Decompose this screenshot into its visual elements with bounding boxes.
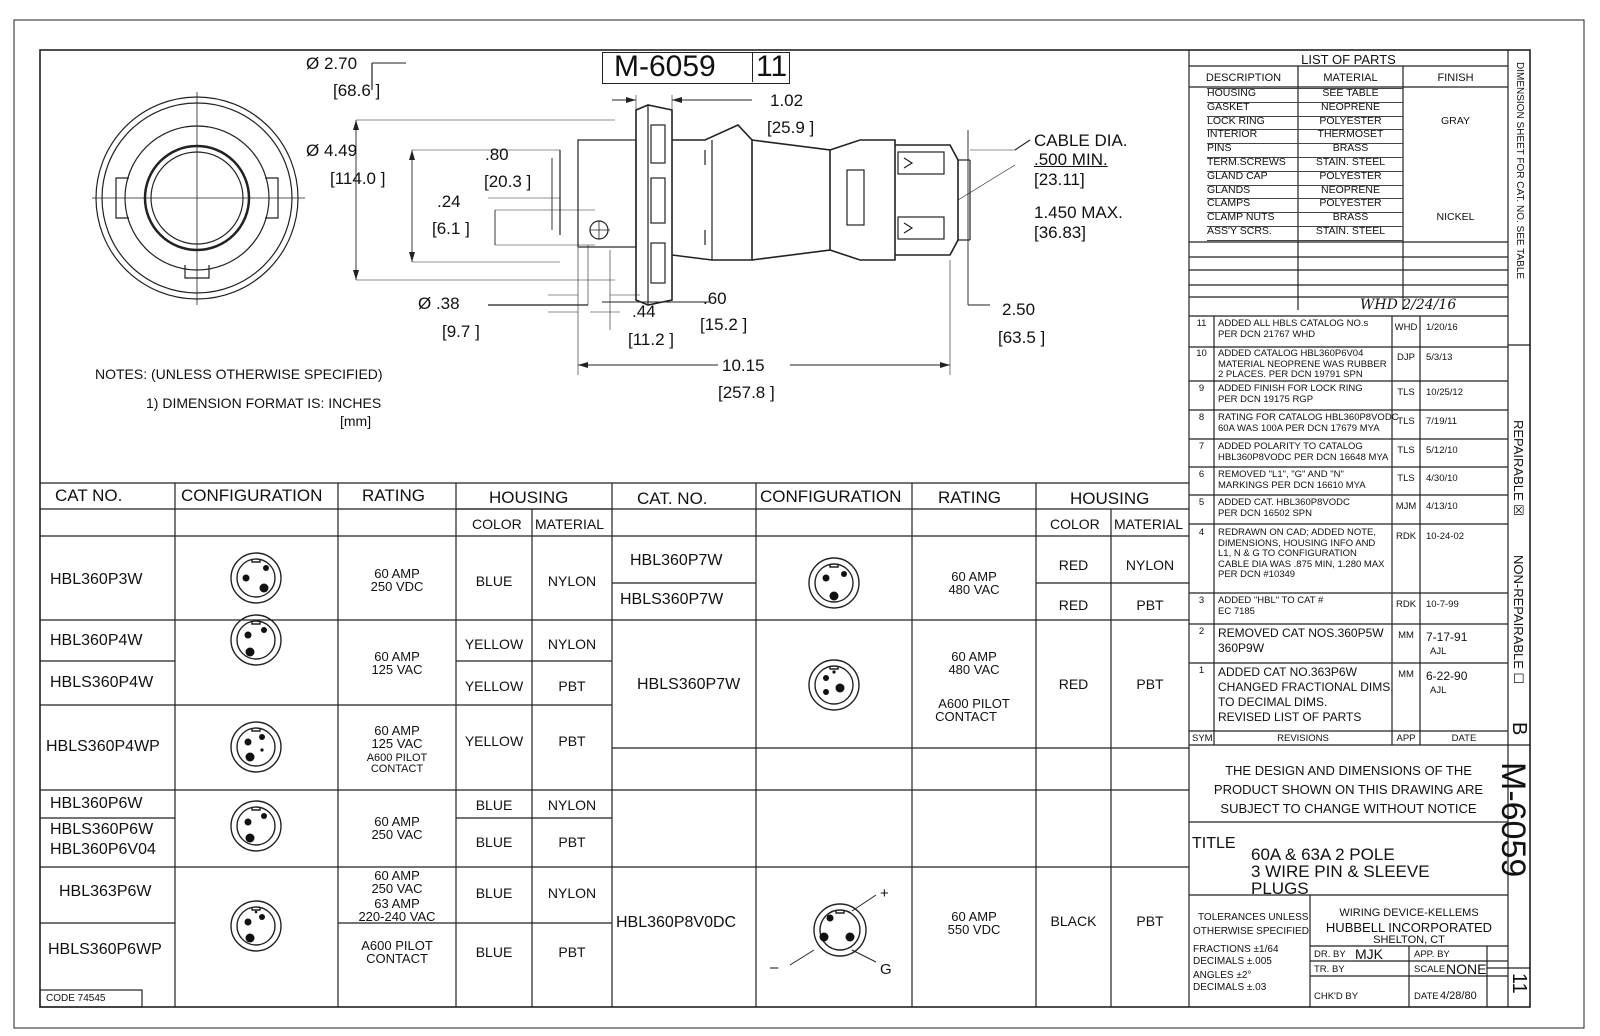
rt-header-config: CONFIGURATION xyxy=(760,487,902,506)
tolerance-3: FRACTIONS ±1/64 xyxy=(1193,944,1279,955)
parts-row-rule xyxy=(1207,171,1403,172)
lt-cat-p6w: HBL360P6W xyxy=(50,795,143,812)
lt-header-material: MATERIAL xyxy=(535,516,604,532)
traced-by-label: TR. BY xyxy=(1314,964,1345,975)
rt-rating-ps7w-4: CONTACT xyxy=(935,709,997,724)
revision-date-initials: AJL xyxy=(1430,646,1447,657)
rt-header-color: COLOR xyxy=(1050,516,1100,532)
parts-row-rule xyxy=(1207,102,1403,103)
rt-color-p8: BLACK xyxy=(1050,913,1097,929)
lt-color-p4w: YELLOW xyxy=(464,636,524,652)
rev-footer-date: DATE xyxy=(1451,733,1477,744)
drawing-rev: 11 xyxy=(756,50,788,83)
rt-header-cat: CAT. NO. xyxy=(637,489,708,508)
dim-24-mm: [6.1 ] xyxy=(432,219,470,238)
revision-text: PER DCN 21767 WHD xyxy=(1218,328,1316,340)
company-line-2: HUBBELL INCORPORATED xyxy=(1325,920,1493,935)
dim-60: .60 xyxy=(703,289,727,308)
lt-header-cat: CAT NO. xyxy=(55,486,123,505)
revision-text: HBL360P8VODC PER DCN 16648 MYA xyxy=(1218,451,1389,463)
lt-rating-ps4wp-4: CONTACT xyxy=(370,763,424,775)
revision-text: PER DCN 19175 RGP xyxy=(1218,393,1314,405)
parts-row-rule xyxy=(1207,143,1403,144)
dim-270: Ø 2.70 xyxy=(306,54,358,73)
revision-text: ADDED CATALOG HBL360P6V04 xyxy=(1218,348,1364,359)
drawn-by-value: MJK xyxy=(1355,946,1383,962)
lt-rating-p6-2: 250 VAC xyxy=(371,827,423,842)
revision-text: CHANGED FRACTIONAL DIMS. xyxy=(1218,680,1394,694)
parts-row-rule xyxy=(1207,88,1403,89)
title-line-3: PLUGS xyxy=(1251,879,1309,898)
dim-38: Ø .38 xyxy=(418,294,460,313)
parts-material: STAIN. STEEL xyxy=(1315,156,1386,168)
revision-date: 4/30/10 xyxy=(1426,473,1458,484)
dim-44-mm: [11.2 ] xyxy=(628,330,674,349)
lt-mat-ps6wp: PBT xyxy=(558,944,586,960)
revision-symbol: 1 xyxy=(1198,665,1205,676)
dim-60-mm: [15.2 ] xyxy=(700,315,748,334)
rt-header-material: MATERIAL xyxy=(1114,516,1183,532)
parts-row-rule xyxy=(1207,198,1403,199)
dim-80: .80 xyxy=(485,145,509,164)
revision-date: 6-22-90 xyxy=(1426,669,1468,683)
drawing-number: M-6059 xyxy=(614,50,716,83)
revision-date: 5/3/13 xyxy=(1426,352,1453,363)
lt-color-ps4w: YELLOW xyxy=(464,678,524,694)
lt-rating-p3w-2: 250 VDC xyxy=(370,579,424,594)
rt-color-ps7w-pilot: RED xyxy=(1058,676,1089,692)
lt-header-color: COLOR xyxy=(472,516,522,532)
tolerance-4: DECIMALS ±.005 xyxy=(1193,956,1272,967)
parts-material: POLYESTER xyxy=(1319,114,1382,127)
tolerance-2: OTHERWISE SPECIFIED xyxy=(1193,926,1309,937)
revision-symbol: 7 xyxy=(1198,441,1205,452)
parts-row-rule xyxy=(1207,240,1403,241)
parts-material: BRASS xyxy=(1332,142,1369,155)
revision-date: 7-17-91 xyxy=(1426,630,1468,644)
rev-footer-app: APP xyxy=(1396,733,1416,744)
revision-symbol: 3 xyxy=(1198,595,1205,606)
notice-line-2: PRODUCT SHOWN ON THIS DRAWING ARE xyxy=(1213,782,1484,797)
lt-rating-363-2: 250 VAC xyxy=(371,881,423,896)
lt-rating-363-4: 220-240 VAC xyxy=(358,909,436,924)
dim-102: 1.02 xyxy=(770,91,804,110)
rt-rating-ps7w-1: 60 AMP xyxy=(951,649,997,664)
parts-desc: ASS'Y SCRS. xyxy=(1207,225,1272,237)
side-dimension-sheet: DIMENSION SHEET FOR CAT. NO. SEE TABLE xyxy=(1514,62,1525,280)
revision-approver: DJP xyxy=(1397,352,1415,363)
parts-desc: PINS xyxy=(1207,142,1232,155)
drawn-by-label: DR. BY xyxy=(1314,949,1346,960)
lt-header-housing: HOUSING xyxy=(489,488,569,507)
lt-color-p3w: BLUE xyxy=(475,573,513,589)
parts-desc: HOUSING xyxy=(1207,87,1257,99)
side-non-repairable: NON-REPAIRABLE ☐ xyxy=(1511,555,1526,685)
parts-row-rule xyxy=(1207,185,1403,186)
notice-line-1: THE DESIGN AND DIMENSIONS OF THE xyxy=(1225,763,1472,778)
rt-color-ps7w: RED xyxy=(1058,597,1089,613)
revision-text: PER DCN #10349 xyxy=(1218,569,1296,580)
rt-rating-p8-2: 550 VDC xyxy=(947,922,1001,937)
revision-text: ADDED CAT NO.363P6W xyxy=(1218,665,1357,679)
revision-date: 7/19/11 xyxy=(1426,416,1457,427)
revision-symbol: 8 xyxy=(1198,412,1205,423)
dim-38-mm: [9.7 ] xyxy=(442,322,480,341)
code-label: CODE 74545 xyxy=(46,993,106,1004)
lt-header-config: CONFIGURATION xyxy=(181,486,323,505)
lt-mat-p4w: NYLON xyxy=(547,636,597,652)
lt-cat-p3w: HBL360P3W xyxy=(50,571,143,588)
parts-desc: CLAMPS xyxy=(1207,197,1251,210)
parts-row-rule xyxy=(1207,129,1403,130)
parts-desc: LOCK RING xyxy=(1207,114,1265,127)
polarity-minus-label: – xyxy=(770,959,779,976)
revision-text: DIMENSIONS, HOUSING INFO AND xyxy=(1218,537,1376,549)
revision-text: PER DCN 16502 SPN xyxy=(1218,507,1312,519)
rt-rating-ps7w-2: 480 VAC xyxy=(948,662,1000,677)
cable-max-mm: [36.83] xyxy=(1034,223,1086,242)
parts-header-desc: DESCRIPTION xyxy=(1205,72,1282,84)
revision-text: MATERIAL NEOPRENE WAS RUBBER xyxy=(1218,358,1387,370)
dim-250-mm: [63.5 ] xyxy=(998,328,1046,347)
revision-date: 5/12/10 xyxy=(1426,445,1458,456)
lt-color-ps6w: BLUE xyxy=(475,834,513,850)
revision-symbol: 2 xyxy=(1198,626,1205,637)
revision-text: ADDED ALL HBLS CATALOG NO.s xyxy=(1218,318,1369,329)
side-sheet-number: 11 xyxy=(1508,973,1530,994)
dim-270-mm: [68.6 ] xyxy=(333,81,381,100)
revision-text: TO DECIMAL DIMS. xyxy=(1218,695,1328,709)
lt-mat-ps4w: PBT xyxy=(558,678,586,694)
dim-250: 2.50 xyxy=(1002,300,1036,319)
cable-min-mm: [23.11] xyxy=(1034,170,1085,189)
company-line-1: WIRING DEVICE-KELLEMS xyxy=(1339,907,1479,919)
parts-row-rule xyxy=(1207,212,1403,213)
date-label: DATE xyxy=(1414,991,1439,1002)
dim-24: .24 xyxy=(437,192,461,211)
rev-footer-rev: REVISIONS xyxy=(1277,733,1329,744)
revision-text: EC 7185 xyxy=(1218,605,1255,617)
lt-rating-p4-1: 60 AMP xyxy=(374,649,420,664)
rt-cat-p7w: HBL360P7W xyxy=(630,552,723,569)
parts-material: NEOPRENE xyxy=(1321,183,1380,196)
parts-material: SEE TABLE xyxy=(1322,87,1379,99)
side-rev-letter: B xyxy=(1508,722,1530,736)
drawing-number-divider xyxy=(752,52,753,82)
dim-80-mm: [20.3 ] xyxy=(484,172,532,191)
dim-1015: 10.15 xyxy=(722,356,765,375)
rt-mat-ps7w-pilot: PBT xyxy=(1136,676,1164,692)
lt-cat-363p6w: HBL363P6W xyxy=(59,883,152,900)
revision-symbol: 9 xyxy=(1198,383,1205,394)
revision-approver: TLS xyxy=(1397,387,1415,398)
parts-row-rule xyxy=(1207,226,1403,227)
lt-color-ps4wp: YELLOW xyxy=(464,733,524,749)
revision-approver: WHD xyxy=(1394,322,1418,333)
polarity-plus-label: + xyxy=(880,885,889,902)
dim-102-mm: [25.9 ] xyxy=(767,118,815,137)
parts-material: STAIN. STEEL xyxy=(1315,225,1386,237)
lt-rating-ps4wp-2: 125 VAC xyxy=(371,736,423,751)
scale-label: SCALE xyxy=(1414,964,1446,975)
parts-desc: GLANDS xyxy=(1207,183,1251,196)
polarity-ground-label: G xyxy=(880,961,892,978)
lt-rating-p3w-1: 60 AMP xyxy=(374,566,420,581)
rt-rating-ps7w-3: A600 PILOT xyxy=(938,696,1010,711)
lt-rating-ps4wp-1: 60 AMP xyxy=(374,723,420,738)
tolerance-1: TOLERANCES UNLESS xyxy=(1198,912,1309,923)
dim-44: .44 xyxy=(632,302,656,321)
company-line-3: SHELTON, CT xyxy=(1373,934,1445,946)
revision-symbol: 4 xyxy=(1198,527,1205,538)
rt-rating-p7-2: 480 VAC xyxy=(948,582,1000,597)
revision-text: 360P9W xyxy=(1218,641,1265,655)
lt-color-363: BLUE xyxy=(475,885,513,901)
parts-desc: GASKET xyxy=(1207,100,1250,113)
approved-by-label: APP. BY xyxy=(1414,949,1450,960)
parts-finish: GRAY xyxy=(1441,114,1470,127)
parts-desc: GLAND CAP xyxy=(1207,169,1268,182)
parts-material: THERMOSET xyxy=(1317,128,1384,141)
parts-desc: INTERIOR xyxy=(1207,128,1258,141)
lt-rating-ps6wp-2: CONTACT xyxy=(366,951,428,966)
revision-text: ADDED "HBL" TO CAT # xyxy=(1218,595,1324,606)
cable-min: .500 MIN. xyxy=(1034,150,1108,169)
date-value: 4/28/80 xyxy=(1440,990,1477,1002)
side-repairable: REPAIRABLE ☒ xyxy=(1511,420,1526,516)
lt-color-p6w: BLUE xyxy=(475,797,513,813)
lt-mat-p6w: NYLON xyxy=(547,797,597,813)
rt-mat-p7w: NYLON xyxy=(1125,557,1175,573)
notes-line-2: [mm] xyxy=(340,413,372,429)
lt-cat-p4w: HBL360P4W xyxy=(50,632,143,649)
revision-text: CABLE DIA WAS .875 MIN, 1.280 MAX xyxy=(1218,558,1385,570)
revision-date: 1/20/16 xyxy=(1426,322,1458,333)
rev-footer-sym: SYM xyxy=(1192,733,1213,744)
rt-mat-p8: PBT xyxy=(1136,913,1164,929)
parts-row-rule xyxy=(1207,157,1403,158)
revision-approver: TLS xyxy=(1397,416,1415,427)
revision-date: 10-7-99 xyxy=(1426,599,1459,610)
revision-approver: MM xyxy=(1398,630,1414,641)
lt-mat-ps4wp: PBT xyxy=(558,733,586,749)
rt-header-rating: RATING xyxy=(938,488,1001,507)
lt-cat-p6v04: HBL360P6V04 xyxy=(50,841,156,858)
lt-rating-ps4wp-3: A600 PILOT xyxy=(366,752,428,764)
notes-title: NOTES: (UNLESS OTHERWISE SPECIFIED) xyxy=(95,366,383,382)
revision-symbol: 5 xyxy=(1198,497,1205,508)
notes-line-1: 1) DIMENSION FORMAT IS: INCHES xyxy=(146,395,382,411)
revision-symbol: 6 xyxy=(1198,469,1205,480)
lt-color-ps6wp: BLUE xyxy=(475,944,513,960)
revision-symbol: 11 xyxy=(1196,318,1207,329)
rt-cat-p8: HBL360P8V0DC xyxy=(616,914,737,931)
revision-date: 4/13/10 xyxy=(1426,501,1458,512)
rt-header-housing: HOUSING xyxy=(1070,489,1150,508)
cable-dia-label: CABLE DIA. xyxy=(1034,131,1128,150)
rt-cat-ps7w-pilot: HBLS360P7W xyxy=(637,676,741,693)
lt-cat-ps4wp: HBLS360P4WP xyxy=(46,738,160,755)
rt-rating-p8-1: 60 AMP xyxy=(951,909,997,924)
revision-text: L1, N & G TO CONFIGURATION xyxy=(1218,548,1357,559)
rt-color-p7w: RED xyxy=(1058,557,1089,573)
parts-desc: CLAMP NUTS xyxy=(1207,211,1275,224)
lt-header-rating: RATING xyxy=(362,486,425,505)
revision-text: 2 PLACES. PER DCN 19791 SPN xyxy=(1218,369,1363,380)
revision-text: REMOVED CAT NOS.360P5W xyxy=(1218,626,1384,640)
parts-material: POLYESTER xyxy=(1319,197,1382,210)
lt-rating-p4-2: 125 VAC xyxy=(371,662,423,677)
parts-row-rule xyxy=(1207,116,1403,117)
lt-mat-ps6w: PBT xyxy=(558,834,586,850)
lt-cat-ps6wp: HBLS360P6WP xyxy=(48,941,162,958)
revision-text: 60A WAS 100A PER DCN 17679 MYA xyxy=(1218,422,1380,434)
lt-mat-p3w: NYLON xyxy=(547,573,597,589)
parts-header-mat: MATERIAL xyxy=(1323,72,1378,84)
parts-header-fin: FINISH xyxy=(1437,72,1474,84)
revision-approver: RDK xyxy=(1395,531,1417,542)
revision-date: 10-24-02 xyxy=(1426,531,1465,542)
revision-text: ADDED FINISH FOR LOCK RING xyxy=(1218,383,1363,394)
parts-material: BRASS xyxy=(1332,211,1369,224)
checked-by-label: CHK'D BY xyxy=(1314,991,1359,1002)
revision-approver: TLS xyxy=(1397,445,1415,456)
tolerance-5: ANGLES ±2° xyxy=(1193,970,1252,981)
rt-cat-ps7w: HBLS360P7W xyxy=(620,591,724,608)
revision-approver: RDK xyxy=(1395,599,1417,610)
parts-material: NEOPRENE xyxy=(1321,100,1380,113)
revision-approver: MJM xyxy=(1395,501,1417,512)
notice-line-3: SUBJECT TO CHANGE WITHOUT NOTICE xyxy=(1220,801,1477,816)
revision-text: REMOVED "L1", "G" AND "N" xyxy=(1218,469,1344,480)
title-line-2: 3 WIRE PIN & SLEEVE xyxy=(1251,862,1430,881)
title-line-1: 60A & 63A 2 POLE xyxy=(1251,845,1395,864)
revision-approver: MM xyxy=(1398,669,1414,680)
parts-material: POLYESTER xyxy=(1319,169,1382,182)
revision-symbol: 10 xyxy=(1196,348,1207,359)
revision-text: ADDED POLARITY TO CATALOG xyxy=(1218,441,1363,452)
parts-desc: TERM.SCREWS xyxy=(1207,156,1286,168)
revision-date-initials: AJL xyxy=(1430,685,1447,696)
parts-finish: NICKEL xyxy=(1436,211,1475,224)
lt-rating-363-1: 60 AMP xyxy=(374,868,420,883)
rt-mat-ps7w: PBT xyxy=(1136,597,1164,613)
handwritten-signoff: WHD 2/24/16 xyxy=(1360,297,1457,313)
dim-1015-mm: [257.8 ] xyxy=(718,383,775,402)
lt-rating-p6-1: 60 AMP xyxy=(374,814,420,829)
revision-date: 10/25/12 xyxy=(1426,387,1463,398)
lt-cat-ps4w: HBLS360P4W xyxy=(50,674,154,691)
dim-449: Ø 4.49 xyxy=(306,141,358,160)
revision-text: MARKINGS PER DCN 16610 MYA xyxy=(1218,479,1366,491)
revision-text: ADDED CAT. HBL360P8VODC xyxy=(1218,497,1350,508)
lt-rating-ps6wp-1: A600 PILOT xyxy=(361,938,433,953)
side-drawing-number: M-6059 xyxy=(1494,762,1532,878)
tolerance-6: DECIMALS ±.03 xyxy=(1193,982,1267,993)
title-label: TITLE xyxy=(1192,835,1236,852)
revision-text: REDRAWN ON CAD; ADDED NOTE, xyxy=(1218,527,1376,538)
revision-text: RATING FOR CATALOG HBL360P8VODC xyxy=(1218,412,1399,423)
revision-text: REVISED LIST OF PARTS xyxy=(1218,710,1362,724)
lt-rating-363-3: 63 AMP xyxy=(374,896,420,911)
cable-max: 1.450 MAX. xyxy=(1034,203,1123,222)
parts-title: LIST OF PARTS xyxy=(1301,52,1396,67)
lt-mat-363: NYLON xyxy=(547,885,597,901)
revision-approver: TLS xyxy=(1397,473,1415,484)
rt-rating-p7-1: 60 AMP xyxy=(951,569,997,584)
scale-value: NONE xyxy=(1446,961,1487,977)
dim-449-mm: [114.0 ] xyxy=(330,169,386,188)
lt-cat-ps6w: HBLS360P6W xyxy=(50,821,154,838)
